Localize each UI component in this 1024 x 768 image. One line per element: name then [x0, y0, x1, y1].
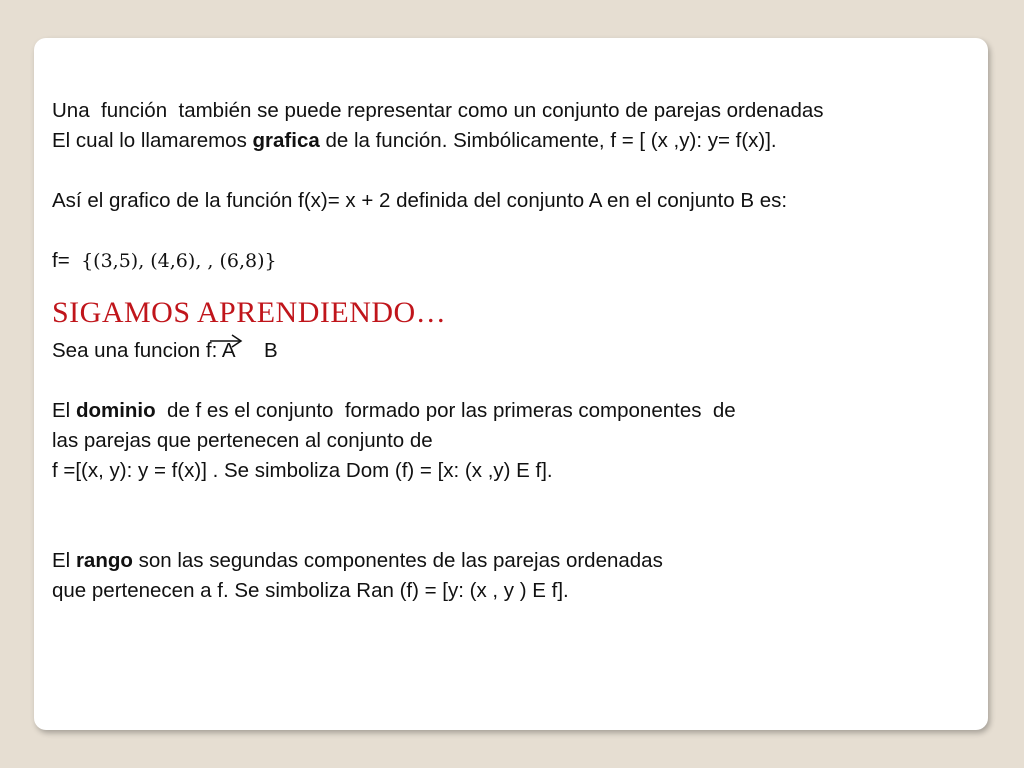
definition-line-2-post: de la función. Simbólicamente, f = [ (x ,y): y= f(x)].	[319, 129, 777, 152]
dominio-line-1-pre: El	[52, 399, 76, 422]
rango-line-1-post: son las segundas componentes de las parejas ordenadas	[132, 549, 663, 572]
right-arrow-icon	[208, 331, 244, 351]
section-heading: SIGAMOS APRENDIENDO…	[52, 296, 447, 329]
slide	[34, 38, 988, 730]
dominio-term: dominio	[75, 399, 156, 422]
set-prefix: f=	[52, 249, 82, 272]
grafica-term: grafica	[252, 129, 320, 152]
set-value: {(3,5), (4,6), , (6,8)}	[81, 250, 277, 272]
definition-line-1: Una función también se puede representar como un conjunto de parejas ordenadas	[52, 99, 824, 122]
example-line: Así el grafico de la función f(x)= x + 2 definida del conjunto A en el conjunto B es:	[52, 189, 788, 212]
function-line	[52, 336, 992, 366]
function-line-post: B	[235, 339, 278, 362]
rango-term: rango	[75, 549, 133, 572]
dominio-line-2: las parejas que pertenecen al conjunto de	[52, 429, 433, 452]
rango-line-1-pre: El	[52, 549, 76, 572]
rango-line-2: que pertenecen a f. Se simboliza Ran (f) = [y: (x , y ) E f].	[52, 579, 569, 602]
dominio-line-1-post: de f es el conjunto formado por las primeras componentes de	[155, 399, 736, 422]
set-line	[52, 246, 992, 276]
dominio-line-3: f =[(x, y): y = f(x)] . Se simboliza Dom (f) = [x: (x ,y) E f].	[52, 459, 553, 482]
definition-line-2	[52, 126, 992, 156]
slide-content	[52, 96, 992, 606]
function-line-pre: Sea una funcion f: A	[52, 339, 236, 362]
definition-line-2-pre: El cual lo llamaremos	[52, 129, 253, 152]
rango-line-1	[52, 546, 992, 576]
dominio-line-1	[52, 396, 992, 426]
